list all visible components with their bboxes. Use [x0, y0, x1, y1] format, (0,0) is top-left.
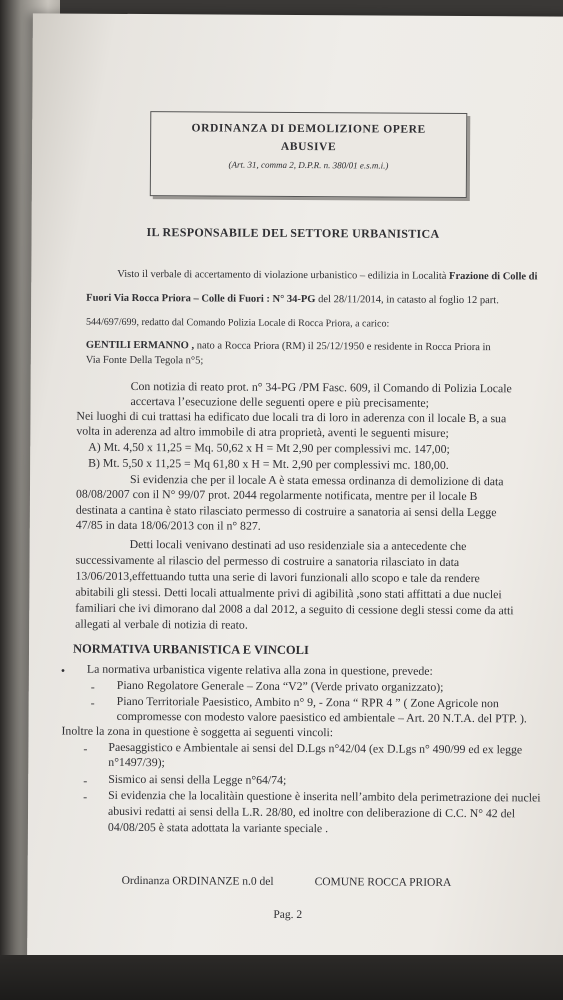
- dash-glyph: -: [90, 695, 95, 710]
- normativa-line: compromesse con modesto valore paesistico ed ambientale – Art. 20 N.T.A. del PTP. ).: [116, 708, 527, 726]
- page-number: Pag. 2: [273, 908, 303, 922]
- normativa-line: Paesaggistico e Ambientale ai sensi del D.Lgs n°42/04 (ex D.Lgs n° 490/99 ed ex legge: [108, 739, 523, 757]
- intro-line-4: GENTILI ERMANNO , nato a Rocca Priora (RM) il 25/12/1950 e residente in Rocca Priora in: [85, 339, 491, 354]
- normativa-line: n°1497/39);: [108, 754, 165, 770]
- body-line: Detti locali venivano destinati ad uso residenziale sia a antecedente che: [129, 536, 467, 554]
- body-line: 08/08/2007 con il N° 99/07 prot. 2044 regolarmente notificata, mentre per il locale B: [75, 486, 478, 504]
- normativa-line: Inoltre la zona in questione è soggetta ai seguenti vincoli:: [61, 723, 334, 740]
- body-line: B) Mt. 5,50 x 11,25 = Mq 61,80 x H = Mt. 2,90 per complessivi mc. 180,00.: [88, 455, 449, 472]
- body-line: accertava l’esecuzione delle seguenti opere e più precisamente;: [130, 393, 429, 410]
- normativa-line: La normativa urbanistica vigente relativa alla zona in questione, prevede:: [86, 661, 433, 678]
- normativa-line: 04/08/205 è stata adottata la variante speciale .: [107, 819, 329, 836]
- responsabile-heading: IL RESPONSABILE DEL SETTORE URBANISTICA: [146, 225, 440, 241]
- normativa-line: abusivi redatti ai sensi della L.R. 28/80, ed inoltre con deliberazione di C.C. N° 42 del: [107, 803, 516, 821]
- footer-right: COMUNE ROCCA PRIORA: [314, 876, 452, 889]
- dash-glyph: -: [90, 679, 95, 694]
- intro-line-5: Via Fonte Della Tegola n°5;: [85, 354, 204, 367]
- intro-line-1: Visto il verbale di accertamento di violazione urbanistico – edilizia in Località Frazione di Colle di: [117, 268, 538, 283]
- normativa-line: Piano Territoriale Paesistico, Ambito n° 9, - Zona “ RPR 4 ” ( Zone Agricole non: [116, 693, 499, 711]
- body-line: abitabili gli stessi. Detti locali attualmente privi di agibilità ,sono stati affittati a due nuclei: [75, 584, 502, 602]
- table-surface: [0, 955, 563, 1000]
- dash-glyph: -: [83, 741, 88, 756]
- normativa-line: Si evidenzia che la localitàin questione è inserita nell’ambito dela perimetrazione dei nuclei: [108, 787, 541, 805]
- title-line-3: (Art. 31, comma 2, D.P.R. n. 380/01 e.s.m.i.): [228, 159, 389, 171]
- body-line: allegati al verbale di notizia di reato.: [75, 616, 248, 632]
- dash-glyph: -: [83, 789, 88, 804]
- intro-line-2: Fuori Via Rocca Priora – Colle di Fuori : N° 34-PG del 28/11/2014, in catasto al foglio 12 part.: [86, 292, 499, 307]
- footer-left: Ordinanza ORDINANZE n.0 del: [121, 874, 274, 888]
- body-line: familiari che ivi dimorano dal 2008 a dal 2012, a seguito di cessione degli stessi come da atti: [75, 600, 514, 618]
- dash-glyph: -: [83, 773, 88, 788]
- normativa-line: Sismico ai sensi della Legge n°64/74;: [108, 771, 287, 787]
- body-line: 47/85 in data 18/06/2013 con il n° 827.: [75, 517, 261, 533]
- title-box: [150, 111, 468, 198]
- title-line-2: ABUSIVE: [280, 140, 337, 154]
- body-line: successivamente al rilascio del permesso di costruire a sanatoria rilasciato in data: [75, 552, 460, 569]
- title-line-1: ORDINANZA DI DEMOLIZIONE OPERE: [191, 122, 426, 136]
- body-line: Nei luoghi di cui trattasi ha edificato due locali tra di loro in aderenza con il locale B, a sua: [76, 408, 507, 426]
- normativa-line: Piano Regolatore Generale – Zona “V2” (Verde privato organizzato);: [116, 677, 444, 694]
- body-line: 13/06/2013,effettuando tutta una serie di lavori funzionali allo scopo e tale da rendere: [75, 568, 480, 586]
- intro-line-3: 544/697/699, redatto dal Comando Polizia Locale di Rocca Priora, a carico:: [85, 316, 390, 330]
- bullet-glyph: •: [60, 663, 66, 678]
- normativa-heading: NORMATIVA URBANISTICA E VINCOLI: [72, 641, 309, 658]
- document-page: [27, 13, 563, 966]
- body-line: volta in aderenza ad altro immobile di atra proprietà, aventi le seguenti misure;: [76, 423, 449, 440]
- body-line: Si evidenzia che per il locale A è stata emessa ordinanza di demolizione di data: [130, 471, 504, 489]
- body-line: destinata a cantina è stato rilasciato permesso di costruire a sanatoria ai sensi della Legge: [75, 502, 497, 520]
- body-line: A) Mt. 4,50 x 11,25 = Mq. 50,62 x H = Mt 2,90 per complessivi mc. 147,00;: [88, 439, 450, 456]
- body-line: Con notizia di reato prot. n° 34-PG /PM Fasc. 609, il Comando di Polizia Locale: [130, 378, 512, 396]
